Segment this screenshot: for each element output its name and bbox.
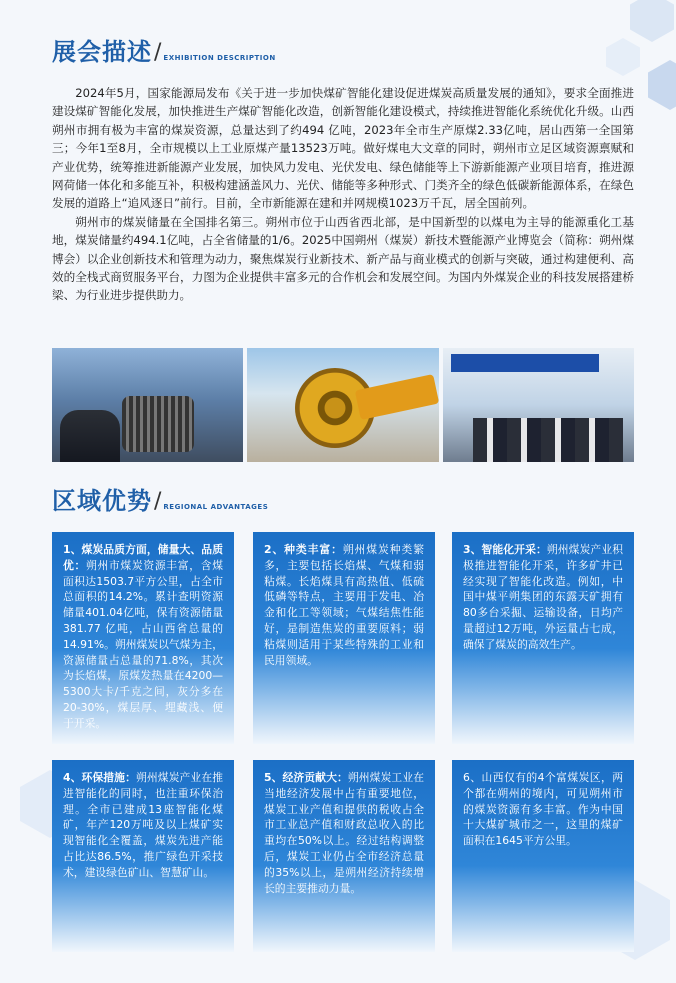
card-body: 朔州市煤炭资源丰富，含煤面积达1503.7平方公里，占全市总面积的14.2%。累计查明资源储量401.04亿吨，保有资源储量381.77 亿吨，占山西省总量的14.91%。朔州煤炭以气煤为主，资源储量占总量的71.8%，其次为长焰煤，原煤发热量在4200—5300大卡/千克之间，灰分多在20-30%，煤层厚、埋藏浅、便于开采。 [63,558,224,730]
card-body: 朔州煤炭种类繁多，主要包括长焰煤、气煤和弱粘煤。长焰煤具有高热值、低硫低磷等特点，主要用于发电、冶金和化工等领域；气煤结焦性能好，是制造焦炭的重要原料；弱粘煤则适用于某些特殊的工业和民用领域。 [264,543,425,667]
advantage-card-environment [52,760,234,952]
advantage-card-intelligent-mining [452,532,634,744]
visitors [60,410,120,462]
card-lead: 4、环保措施： [63,771,136,784]
heading-cn: 展会描述 [52,38,152,66]
machine-arm [355,374,439,420]
card-lead: 5、经济贡献大： [264,771,348,784]
paragraph: 朔州市的煤炭储量在全国排名第三。朔州市位于山西省西北部，是中国新型的以煤电为主导的能源重化工基地，煤炭储量约494.1亿吨，占全省储量的1/6。2025中国朔州（煤炭）新技术暨能源产业博览会（简称：朔州煤博会）以企业创新技术和管理为动力，聚焦煤炭行业新技术、新产品与商业模式的创新与突破，通过构建便利、高效的全栈式商贸服务平台，力图为企业提供丰富多元的合作机会和发展空间。为国内外煤炭企业的科技发展搭建桥梁、为行业进步提供助力。 [52,214,634,303]
decorative-hexagon [630,0,674,42]
advantage-card-variety [253,532,435,744]
heading-cn: 区域优势 [52,487,152,515]
heading-en: EXHIBITION DESCRIPTION [163,54,276,62]
card-lead: 3、智能化开采： [463,543,547,556]
decorative-hexagon [648,60,676,110]
card-lead: 2、种类丰富： [264,543,343,556]
heading-slash: / [154,40,162,65]
exhibition-booth-photo [52,348,243,462]
decorative-hexagon [606,38,640,76]
card-body: 朔州煤炭工业在当地经济发展中占有重要地位，煤炭工业产值和提供的税收占全市工业总产值和财政总收入的比重均在50%以上。经过结构调整后，煤炭工业仍占全市经济总量的35%以上，是朔州经济持续增长的主要推动力量。 [264,771,425,895]
exhibition-description-text [52,84,634,305]
card-body: 朔州煤炭产业在推进智能化的同时，也注重环保治理。全市已建成13座智能化煤矿，年产120万吨及以上煤矿实现智能化全覆盖，煤炭先进产能占比达86.5%，推广绿色开采技术，建设绿色矿山、智慧矿山。 [63,771,224,879]
heading-slash: / [154,489,162,514]
booth-banner [451,354,599,372]
card-body: 6、山西仅有的4个富煤炭区，两个都在朔州的境内，可见朔州市的煤炭资源有多丰富。作为中国十大煤矿城市之一，这里的煤矿面积在1645平方公里。 [463,771,623,848]
exhibition-photo-strip [52,348,634,462]
visitor-crowd [473,418,623,462]
advantage-card-coal-areas [452,760,634,952]
regional-advantages-heading [52,487,268,515]
exhibition-description-heading [52,38,276,66]
advantage-card-economy [253,760,435,952]
paragraph: 2024年5月，国家能源局发布《关于进一步加快煤矿智能化建设促进煤炭高质量发展的通知》，要求全面推进建设煤矿智能化发展，加快推进生产煤矿智能化改造，创新智能化建设模式，持续推进智能化系统优化升级。山西朔州市拥有极为丰富的煤炭资源，总量达到了约494 亿吨，2023年全市生产原煤2.33亿吨，居山西第一全国第三；今年1至8月，全市规模以上工业原煤产量13523万吨。做好煤电大文章的同时，朔州市立足区域资源禀赋和产业优势，统筹推进新能源产业发展，加快风力发电、光伏发电、绿色储能等上下游新能源产业项目培育，推进源网荷储一体化和多能互补，积极构建涵盖风力、光伏、储能等多种形式、门类齐全的绿色低碳新能源体系，在绿色发展的道路上“追风逐日”前行。目前，全市新能源在建和并网规模1023万千瓦，居全国前列。 [52,86,634,211]
card-body: 朔州煤炭产业积极推进智能化开采，许多矿井已经实现了智能化改造。例如，中国中煤平朔集团的东露天矿拥有80多台采掘、运输设备，日均产量超过12万吨，外运量占七成，确保了煤炭的高效生产。 [463,543,624,651]
card-lead: 1、煤炭品质方面，储量大、品质优： [63,543,223,572]
machinery-drum [122,396,194,452]
mining-machine-photo [247,348,438,462]
advantage-card-quality [52,532,234,744]
heading-en: REGIONAL ADVANTAGES [163,503,269,511]
exhibition-visitors-photo [443,348,634,462]
